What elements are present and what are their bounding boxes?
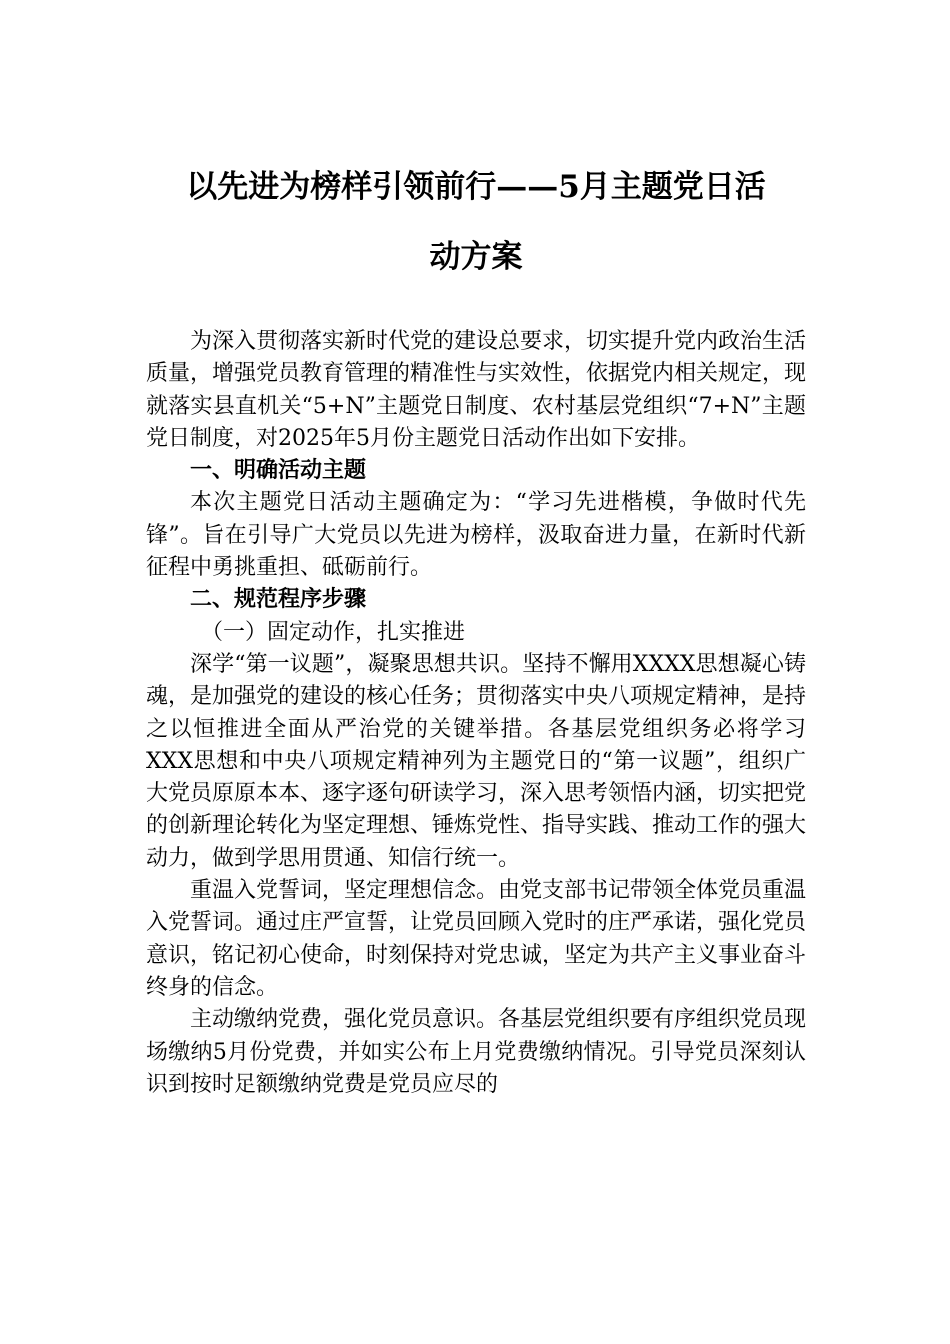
- section-2-subheading: （一）固定动作，扎实推进: [201, 619, 466, 645]
- document-content: [146, 326, 806, 1101]
- section-1-heading: 一、明确活动主题: [190, 458, 367, 484]
- section-2-paragraph-1: 深学“第一议题”，凝聚思想共识。坚持不懈用XXXX思想凝心铸魂，是加强党的建设的核心任务；贯彻落实中央八项规定精神，是持之以恒推进全面从严治党的关键举措。各基层党组织务必将学习XXX思想和中央八项规定精神列为主题党日的“第一议题”，组织广大党员原原本本、逐字逐句研读学习，深入思考领悟内涵，切实把党的创新理论转化为坚定理想、锤炼党性、指导实践、推动工作的强大动力，做到学思用贯通、知信行统一。: [146, 651, 807, 871]
- section-2-paragraph-2: 重温入党誓词，坚定理想信念。由党支部书记带领全体党员重温入党誓词。通过庄严宣誓，让党员回顾入党时的庄严承诺，强化党员意识，铭记初心使命，时刻保持对党忠诚，坚定为共产主义事业奋斗终身的信念。: [146, 878, 807, 1000]
- document-title: [146, 152, 806, 292]
- intro-paragraph: 为深入贯彻落实新时代党的建设总要求，切实提升党内政治生活质量，增强党员教育管理的精准性与实效性，依据党内相关规定，现就落实县直机关“5+N”主题党日制度、农村基层党组织“7+N”主题党日制度，对2025年5月份主题党日活动作出如下安排。: [146, 329, 807, 451]
- section-2-heading: 二、规范程序步骤: [190, 587, 367, 613]
- section-1-paragraph: 本次主题党日活动主题确定为：“学习先进楷模，争做时代先锋”。旨在引导广大党员以先进为榜样，汲取奋进力量，在新时代新征程中勇挑重担、砥砺前行。: [146, 490, 806, 581]
- title-line-2: 动方案: [429, 239, 523, 275]
- section-2-paragraph-3: 主动缴纳党费，强化党员意识。各基层党组织要有序组织党员现场缴纳5月份党费，并如实公布上月党费缴纳情况。引导党员深刻认识到按时足额缴纳党费是党员应尽的: [146, 1007, 807, 1097]
- title-line-1: 以先进为榜样引领前行——5月主题党日活: [186, 169, 766, 205]
